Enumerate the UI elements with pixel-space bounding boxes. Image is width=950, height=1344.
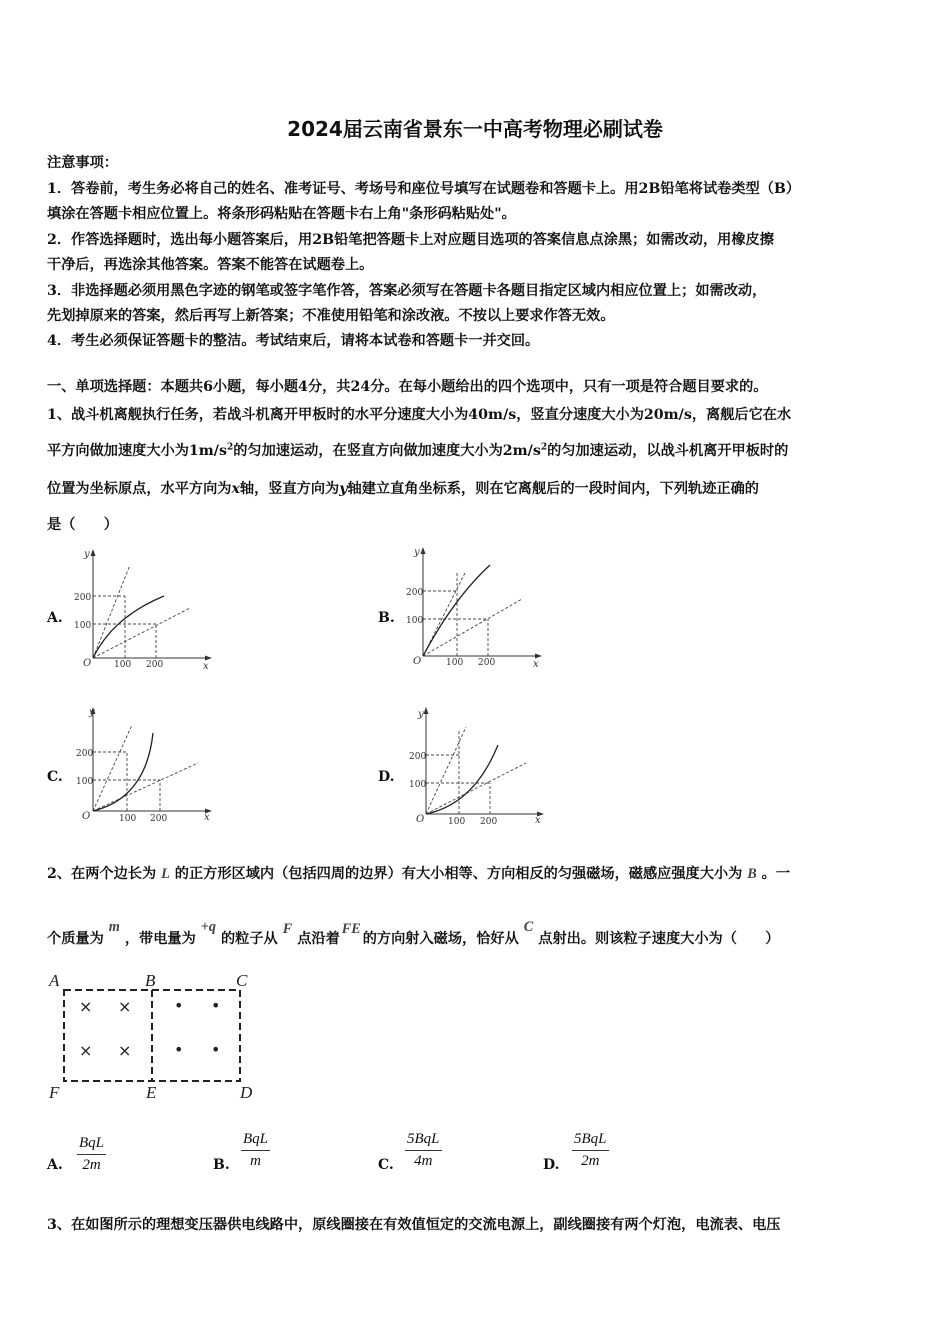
notice-line: 2．作答选择题时，选出每小题答案后，用2B铅笔把答题卡上对应题目选项的答案信息点涂黑；如需改动，用橡皮擦 [47, 232, 774, 248]
page-title: 2024届云南省景东一中高考物理必刷试卷 [287, 117, 663, 141]
field-out-of-page-mark: • [211, 1040, 221, 1059]
q1-text-line: 1、战斗机离舰执行任务，若战斗机离开甲板时的水平分速度大小为40m/s，竖直分速度大小为20m/s，离舰后它在水 [47, 407, 792, 423]
q2-text-line: 2、在两个边长为 L 的正方形区域内（包括四周的边界）有大小相等、方向相反的匀强磁场，磁感应强度大小为 B 。一 [47, 866, 791, 882]
svg-text:200: 200 [409, 752, 427, 762]
svg-text:200: 200 [406, 588, 424, 598]
q2-option-c-label[interactable]: C. [378, 1157, 394, 1173]
trajectory-graph-c [68, 703, 218, 828]
notice-heading: 注意事项： [47, 155, 118, 171]
field-into-page-mark: × [79, 1041, 93, 1060]
svg-text:O: O [83, 658, 92, 669]
q2-option-c-fraction: 5BqL 4m [407, 1131, 440, 1169]
svg-text:200: 200 [76, 749, 94, 759]
svg-text:A: A [49, 971, 60, 990]
notice-line: 干净后，再选涂其他答案。答案不能答在试题卷上。 [47, 257, 374, 273]
svg-text:200: 200 [146, 660, 164, 670]
trajectory-graph-a [68, 545, 218, 670]
q1-text-line: 平方向做加速度大小为$1m/s^2$的匀加速运动，在竖直方向做加速度大小为$2m/s^2$的匀加速运动，以战斗机离开甲板时的 [47, 442, 789, 459]
field-into-page-mark: × [79, 997, 93, 1016]
field-into-page-mark: × [118, 997, 132, 1016]
notice-line: 先划掉原来的答案，然后再写上新答案；不准使用铅笔和涂改液。不按以上要求作答无效。 [47, 308, 615, 324]
svg-text:E: E [146, 1083, 157, 1102]
svg-text:100: 100 [119, 814, 137, 824]
q1-text-line: 是（ ） [47, 517, 118, 533]
svg-text:x: x [535, 815, 541, 826]
q2-option-d-fraction: 5BqL 2m [574, 1131, 607, 1169]
option-b-label[interactable]: B. [378, 610, 395, 626]
field-out-of-page-mark: • [211, 996, 221, 1015]
svg-text:200: 200 [478, 658, 496, 668]
field-out-of-page-mark: • [174, 996, 184, 1015]
option-c-label[interactable]: C. [47, 769, 63, 785]
svg-text:y: y [414, 547, 420, 558]
svg-text:O: O [82, 811, 91, 822]
q3-text-line: 3、在如图所示的理想变压器供电线路中，原线圈接在有效值恒定的交流电源上，副线圈接有两个灯泡，电流表、电压 [47, 1217, 781, 1233]
svg-text:y: y [89, 707, 95, 718]
svg-text:x: x [203, 661, 209, 670]
magnetic-field-diagram [44, 966, 264, 1106]
svg-text:100: 100 [409, 780, 427, 790]
svg-text:C: C [236, 971, 248, 990]
notice-line: 填涂在答题卡相应位置上。将条形码粘贴在答题卡右上角"条形码粘贴处"。 [47, 206, 516, 222]
svg-text:y: y [84, 549, 90, 560]
svg-text:100: 100 [74, 621, 92, 631]
svg-text:100: 100 [114, 660, 132, 670]
svg-text:200: 200 [150, 814, 168, 824]
svg-text:D: D [240, 1083, 253, 1102]
svg-text:x: x [204, 812, 210, 823]
q2-option-a-label[interactable]: A. [47, 1157, 63, 1173]
trajectory-graph-d [398, 703, 548, 828]
option-a-label[interactable]: A. [47, 610, 63, 626]
svg-text:O: O [413, 656, 422, 667]
svg-text:200: 200 [74, 593, 92, 603]
svg-text:F: F [49, 1083, 60, 1102]
svg-text:100: 100 [76, 777, 94, 787]
svg-text:100: 100 [448, 817, 466, 827]
q2-option-b-fraction: BqL m [243, 1131, 269, 1169]
q2-option-a-fraction: BqL 2m [79, 1135, 105, 1173]
q2-text-line: 个质量为m，带电量为+q的粒子从F点沿着FE的方向射入磁场，恰好从C点射出。则该粒子速度大小为（ ） [47, 919, 780, 947]
q2-option-d-label[interactable]: D. [543, 1157, 560, 1173]
q2-option-b-label[interactable]: B. [213, 1157, 230, 1173]
svg-text:O: O [416, 814, 425, 825]
svg-text:200: 200 [480, 817, 498, 827]
field-into-page-mark: × [118, 1041, 132, 1060]
svg-text:x: x [533, 659, 539, 668]
notice-line: 1．答卷前，考生务必将自己的姓名、准考证号、考场号和座位号填写在试题卷和答题卡上。用2B铅笔将试卷类型（B） [47, 181, 801, 197]
option-d-label[interactable]: D. [378, 769, 395, 785]
svg-text:y: y [418, 709, 424, 720]
svg-text:B: B [145, 971, 156, 990]
svg-text:100: 100 [446, 658, 464, 668]
field-out-of-page-mark: • [174, 1040, 184, 1059]
q1-text-line: 位置为坐标原点，水平方向为x轴，竖直方向为y轴建立直角坐标系，则在它离舰后的一段时间内，下列轨迹正确的 [47, 481, 759, 497]
notice-line: 4．考生必须保证答题卡的整洁。考试结束后，请将本试卷和答题卡一并交回。 [47, 333, 540, 349]
trajectory-graph-b [398, 543, 548, 668]
section-heading: 一、单项选择题：本题共6小题，每小题4分，共24分。在每小题给出的四个选项中，只有一项是符合题目要求的。 [47, 379, 768, 395]
svg-text:100: 100 [406, 616, 424, 626]
notice-line: 3．非选择题必须用黑色字迹的钢笔或签字笔作答，答案必须写在答题卡各题目指定区域内相应位置上；如需改动， [47, 283, 767, 299]
